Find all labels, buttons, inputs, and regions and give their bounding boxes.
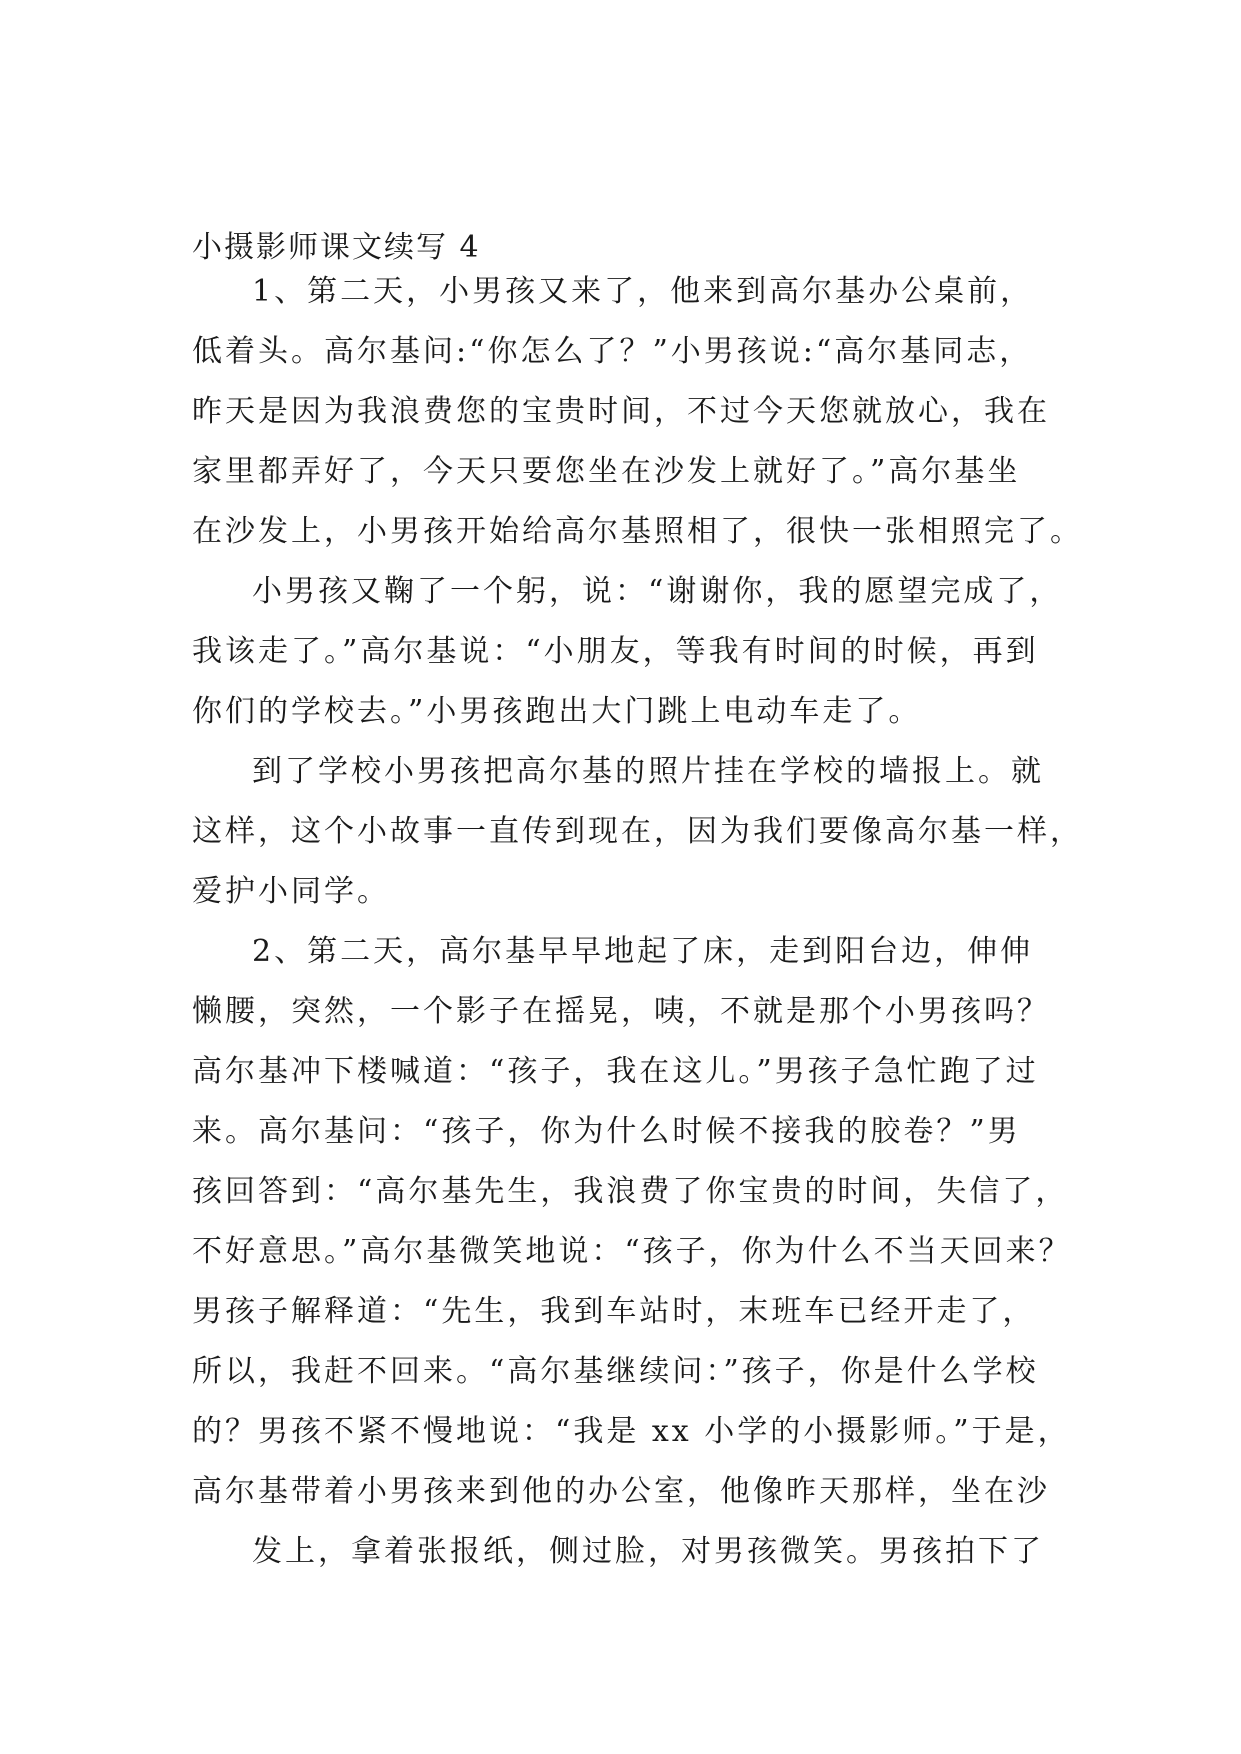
text-line: 低着头。高尔基问:“你怎么了？”小男孩说:“高尔基同志，	[192, 334, 1033, 369]
text-line: 高尔基冲下楼喊道：“孩子，我在这儿。”男孩子急忙跑了过	[192, 1054, 1039, 1089]
text-line: 懒腰，突然，一个影子在摇晃，咦，不就是那个小男孩吗？	[192, 994, 1050, 1029]
text-line: 我该走了。”高尔基说：“小朋友，等我有时间的时候，再到	[192, 634, 1039, 669]
text-line: 发上，拿着张报纸，侧过脸，对男孩微笑。男孩拍下了	[252, 1534, 1044, 1569]
text-line: 到了学校小男孩把高尔基的照片挂在学校的墙报上。就	[252, 754, 1044, 789]
document-body	[192, 262, 1083, 1582]
text-line: 爱护小同学。	[192, 874, 390, 909]
text-line: 家里都弄好了，今天只要您坐在沙发上就好了。”高尔基坐	[192, 454, 1021, 489]
text-line: 来。高尔基问：“孩子，你为什么时候不接我的胶卷？”男	[192, 1114, 1021, 1149]
text-line: 不好意思。”高尔基微笑地说：“孩子，你为什么不当天回来？	[192, 1234, 1072, 1269]
text-line: 所以，我赶不回来。“高尔基继续问：”孩子，你是什么学校	[192, 1354, 1039, 1389]
text-line: 1、第二天，小男孩又来了，他来到高尔基办公桌前，	[252, 274, 1034, 309]
text-line: 小男孩又鞠了一个躬，说：“谢谢你，我的愿望完成了，	[252, 574, 1063, 609]
text-line: 2、第二天，高尔基早早地起了床，走到阳台边，伸伸	[252, 934, 1034, 969]
text-line: 你们的学校去。”小男孩跑出大门跳上电动车走了。	[192, 694, 922, 729]
text-line: 这样，这个小故事一直传到现在，因为我们要像高尔基一样，	[192, 814, 1083, 849]
text-line: 孩回答到：“高尔基先生，我浪费了你宝贵的时间，失信了，	[192, 1174, 1069, 1209]
text-line: 在沙发上，小男孩开始给高尔基照相了，很快一张相照完了。	[192, 514, 1083, 549]
text-line: 的？男孩不紧不慢地说：“我是 xx 小学的小摄影师。”于是，	[192, 1414, 1071, 1449]
text-line: 高尔基带着小男孩来到他的办公室，他像昨天那样，坐在沙	[192, 1474, 1050, 1509]
document-title: 小摄影师课文续写 4	[192, 230, 481, 265]
text-line: 昨天是因为我浪费您的宝贵时间，不过今天您就放心，我在	[192, 394, 1050, 429]
text-line: 男孩子解释道：“先生，我到车站时，末班车已经开走了，	[192, 1294, 1036, 1329]
